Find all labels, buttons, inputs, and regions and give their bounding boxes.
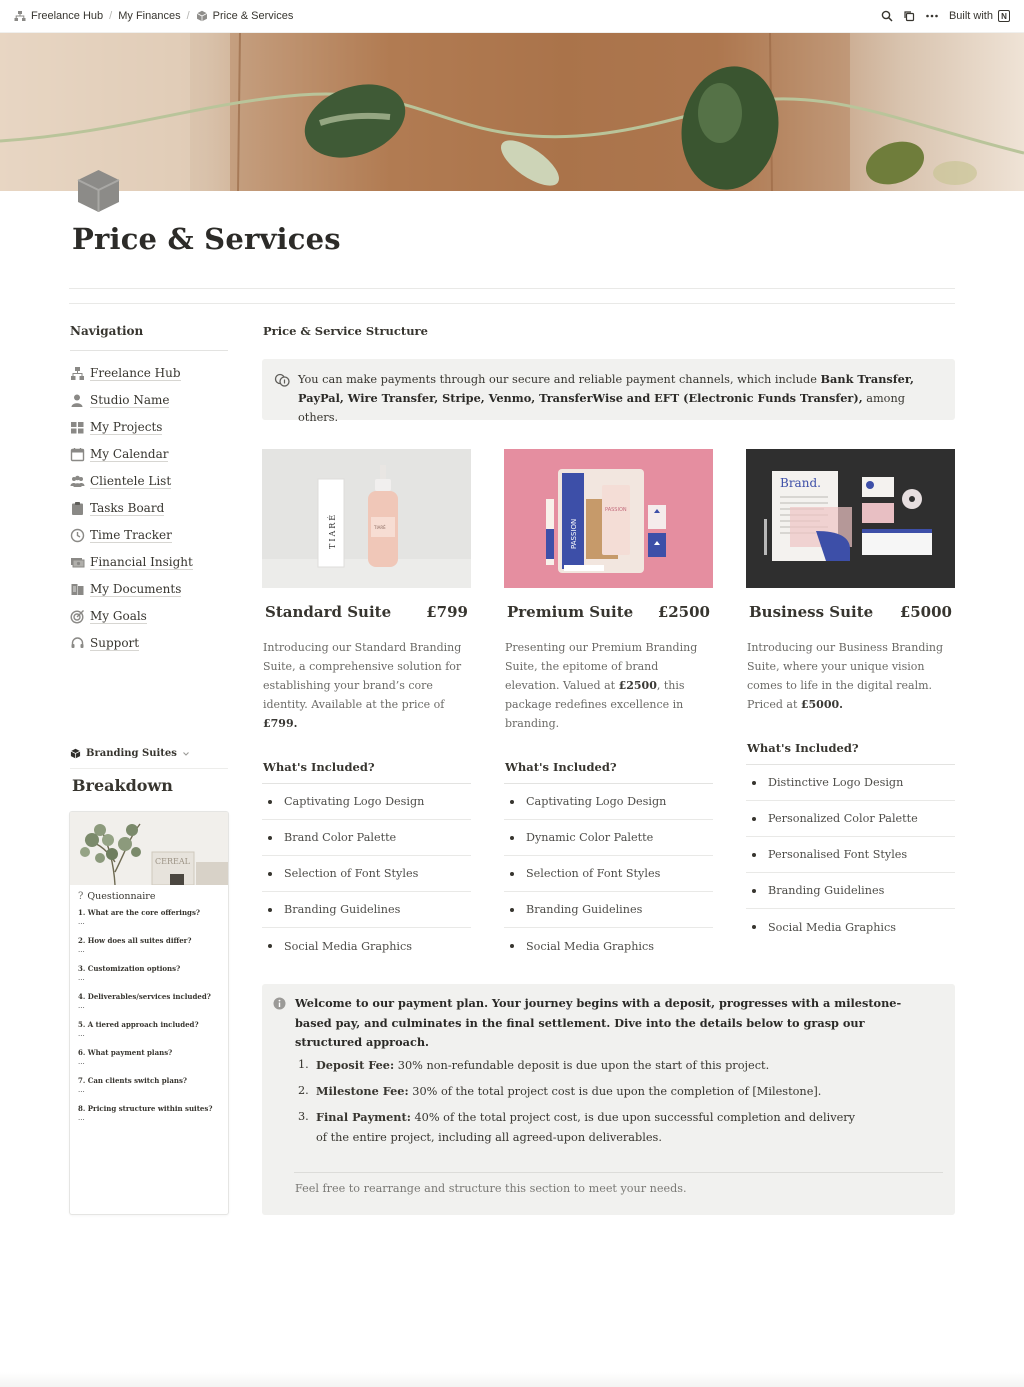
nav-item-time-tracker[interactable] bbox=[70, 522, 193, 549]
suite-name: Premium Suite bbox=[507, 603, 634, 621]
product-mockup-illustration bbox=[262, 449, 471, 588]
bullet-icon bbox=[510, 908, 514, 912]
suite-description-price: £5000. bbox=[800, 698, 843, 711]
included-list bbox=[504, 784, 713, 964]
list-item-label: Brand Color Palette bbox=[284, 831, 397, 844]
list-item bbox=[746, 837, 955, 873]
questionnaire-card[interactable] bbox=[69, 811, 229, 1215]
svg-text:TIARÉ: TIARÉ bbox=[328, 512, 337, 549]
suite-price: £799 bbox=[426, 603, 468, 621]
list-item-label: Distinctive Logo Design bbox=[768, 776, 904, 789]
payment-plan-callout bbox=[262, 984, 955, 1215]
list-item-label: Selection of Font Styles bbox=[284, 867, 419, 880]
payment-step bbox=[298, 1055, 858, 1076]
breadcrumb-label: Price & Services bbox=[212, 10, 294, 22]
list-item-label: Captivating Logo Design bbox=[526, 795, 667, 808]
user-icon bbox=[70, 393, 85, 408]
suite-description-tail: , this package redefines excellence in branding. bbox=[505, 679, 685, 730]
svg-text:Brand.: Brand. bbox=[780, 476, 821, 490]
question-item: 4. Deliverables/services included? bbox=[78, 992, 211, 1001]
suite-name: Standard Suite bbox=[265, 603, 392, 621]
divider bbox=[294, 1172, 943, 1173]
cover-image bbox=[0, 33, 1024, 191]
included-list bbox=[746, 765, 955, 945]
suite-description-price: £2500 bbox=[618, 679, 657, 692]
list-item bbox=[504, 856, 713, 892]
nav-item-label: My Goals bbox=[90, 609, 147, 623]
more-icon[interactable] bbox=[925, 10, 939, 22]
questionnaire-title-label: Questionnaire bbox=[87, 891, 156, 902]
suite-price: £5000 bbox=[899, 603, 952, 621]
nav-item-label: Financial Insight bbox=[90, 555, 193, 569]
step-text bbox=[316, 1081, 821, 1102]
suite-name: Business Suite bbox=[749, 603, 874, 621]
nav-item-label: My Projects bbox=[90, 420, 163, 434]
target-icon bbox=[70, 609, 85, 624]
nav-item-studio-name[interactable] bbox=[70, 387, 193, 414]
suite-card-business bbox=[746, 449, 955, 945]
suite-card-standard bbox=[262, 449, 471, 964]
bullet-icon bbox=[268, 800, 272, 804]
premium-suite-image[interactable] bbox=[504, 449, 713, 588]
payment-steps-list bbox=[298, 1055, 858, 1153]
svg-text:TIARÉ: TIARÉ bbox=[374, 525, 386, 530]
question-mark-icon: ? bbox=[78, 891, 84, 902]
payment-step bbox=[298, 1107, 858, 1148]
clock-icon bbox=[70, 528, 85, 543]
step-detail: 40% of the total project cost, is due upon successful completion and delivery of the entire project, including all agreed-upon deliverables. bbox=[316, 1111, 856, 1144]
divider bbox=[69, 288, 955, 289]
nav-item-clientele-list[interactable] bbox=[70, 468, 193, 495]
list-item bbox=[746, 909, 955, 945]
list-item-label: Social Media Graphics bbox=[284, 939, 412, 953]
bullet-icon bbox=[752, 853, 756, 857]
whats-included-heading: What's Included? bbox=[262, 760, 471, 784]
list-item bbox=[746, 873, 955, 909]
clipboard-icon bbox=[70, 501, 85, 516]
sitemap-icon bbox=[14, 10, 26, 22]
page-title: Price & Services bbox=[72, 222, 341, 256]
list-item bbox=[504, 784, 713, 820]
nav-item-financial-insight[interactable] bbox=[70, 549, 193, 576]
question-item: 5. A tiered approach included? bbox=[78, 1020, 199, 1029]
breadcrumb-item-my-finances[interactable] bbox=[118, 10, 180, 22]
navigation-list bbox=[70, 360, 193, 657]
question-item: 6. What payment plans? bbox=[78, 1048, 173, 1057]
nav-item-label: Studio Name bbox=[90, 393, 170, 407]
question-item: 8. Pricing structure within suites? bbox=[78, 1104, 213, 1113]
suite-description bbox=[262, 638, 471, 733]
list-item-label: Social Media Graphics bbox=[768, 920, 896, 934]
question-item: 3. Customization options? bbox=[78, 964, 181, 973]
eucalyptus-illustration bbox=[70, 812, 228, 885]
built-with-label: Built with bbox=[948, 10, 993, 22]
suite-description-text: Presenting our Premium Branding Suite, the epitome of brand elevation. Valued at bbox=[505, 641, 698, 692]
business-suite-image[interactable] bbox=[746, 449, 955, 588]
bullet-icon bbox=[268, 908, 272, 912]
step-label: Milestone Fee: bbox=[316, 1084, 409, 1098]
breadcrumb-label: My Finances bbox=[118, 10, 181, 22]
suite-header bbox=[262, 603, 471, 621]
navigation-heading: Navigation bbox=[70, 324, 144, 338]
step-detail: 30% of the total project cost is due upon the completion of [Milestone]. bbox=[408, 1085, 822, 1098]
search-icon[interactable] bbox=[881, 10, 893, 22]
nav-item-label: Time Tracker bbox=[90, 528, 172, 542]
question-placeholder: ... bbox=[78, 1002, 85, 1010]
bullet-icon bbox=[268, 944, 272, 948]
questionnaire-body bbox=[70, 885, 228, 1138]
bullet-icon bbox=[752, 925, 756, 929]
svg-text:PASSION: PASSION bbox=[605, 507, 627, 513]
breadcrumb-item-price-services[interactable] bbox=[196, 10, 294, 22]
breadcrumb-separator: / bbox=[109, 10, 113, 22]
list-item bbox=[262, 820, 471, 856]
payment-plan-intro: Welcome to our payment plan. Your journey begins with a deposit, progresses with a milestone-based pay, and culminates in the final settlement. Dive into the details below to grasp our structured approach. bbox=[295, 996, 902, 1049]
suite-header bbox=[504, 603, 713, 621]
list-item bbox=[504, 928, 713, 964]
payment-text-end: among others. bbox=[298, 392, 905, 424]
plant-cover-illustration bbox=[0, 33, 1024, 191]
nav-item-label: Freelance Hub bbox=[90, 366, 181, 380]
question-item: 7. Can clients switch plans? bbox=[78, 1076, 187, 1085]
nav-item-label: Support bbox=[90, 636, 140, 650]
coins-icon bbox=[274, 372, 290, 388]
suite-header bbox=[746, 603, 955, 621]
nav-item-label: My Calendar bbox=[90, 447, 169, 461]
branding-suites-label: Branding Suites bbox=[86, 748, 177, 759]
list-item bbox=[262, 856, 471, 892]
question-item: 1. What are the core offerings? bbox=[78, 908, 200, 917]
support-icon bbox=[70, 636, 85, 651]
divider bbox=[69, 303, 955, 304]
list-item bbox=[504, 892, 713, 928]
question-placeholder: ... bbox=[78, 918, 85, 926]
documents-icon bbox=[70, 582, 85, 597]
cube-icon bbox=[70, 748, 81, 759]
question-placeholder: ... bbox=[78, 946, 85, 954]
included-list bbox=[262, 784, 471, 964]
breadcrumb-label: Freelance Hub bbox=[31, 10, 104, 22]
suite-description-text: Introducing our Business Branding Suite, where your unique vision comes to life in the digital realm. Priced at bbox=[747, 641, 944, 711]
payment-methods-text bbox=[298, 370, 941, 424]
money-icon bbox=[70, 555, 85, 570]
whats-included-heading: What's Included? bbox=[746, 741, 955, 765]
chevron-down-icon bbox=[182, 750, 190, 758]
list-item bbox=[746, 801, 955, 837]
brand-mockup-illustration bbox=[504, 449, 713, 588]
payment-step bbox=[298, 1081, 858, 1102]
step-text bbox=[316, 1055, 769, 1076]
people-icon bbox=[70, 474, 85, 489]
bullet-icon bbox=[510, 800, 514, 804]
bullet-icon bbox=[268, 836, 272, 840]
bullet-icon bbox=[510, 944, 514, 948]
list-item bbox=[262, 892, 471, 928]
list-item-label: Personalised Font Styles bbox=[768, 848, 908, 861]
stationery-mockup-illustration bbox=[746, 449, 955, 588]
sitemap-icon bbox=[70, 366, 85, 381]
suite-card-premium bbox=[504, 449, 713, 964]
payment-methods-list: Bank Transfer, PayPal, Wire Transfer, Stripe, Venmo, TransferWise and EFT (Electronic Funds Transfer), bbox=[298, 372, 914, 405]
nav-item-support[interactable] bbox=[70, 630, 193, 657]
info-icon bbox=[273, 997, 286, 1010]
question-placeholder: ... bbox=[78, 974, 85, 982]
suite-description bbox=[504, 638, 713, 733]
nav-item-freelance-hub[interactable] bbox=[70, 360, 193, 387]
question-item: 2. How does all suites differ? bbox=[78, 936, 192, 945]
divider bbox=[70, 350, 228, 351]
page-bottom-edge bbox=[0, 1372, 1024, 1387]
payment-plan-footer: Feel free to rearrange and structure this section to meet your needs. bbox=[295, 1182, 687, 1195]
list-item-label: Branding Guidelines bbox=[768, 884, 885, 897]
step-detail: 30% non-refundable deposit is due upon the start of this project. bbox=[394, 1059, 770, 1072]
top-bar bbox=[0, 0, 1024, 33]
list-item-label: Selection of Font Styles bbox=[526, 867, 661, 880]
divider bbox=[70, 768, 228, 769]
breadcrumb-separator: / bbox=[186, 10, 190, 22]
bullet-icon bbox=[752, 817, 756, 821]
whats-included-heading: What's Included? bbox=[504, 760, 713, 784]
bullet-icon bbox=[752, 889, 756, 893]
grid-icon bbox=[70, 420, 85, 435]
questionnaire-title[interactable] bbox=[78, 891, 220, 902]
suite-price: £2500 bbox=[657, 603, 710, 621]
list-item-label: Captivating Logo Design bbox=[284, 795, 425, 808]
step-label: Deposit Fee: bbox=[316, 1058, 395, 1072]
suite-description bbox=[746, 638, 955, 714]
top-actions bbox=[881, 10, 1010, 22]
question-placeholder: ... bbox=[78, 1030, 85, 1038]
built-with-button[interactable] bbox=[949, 10, 1010, 22]
step-text bbox=[316, 1107, 858, 1148]
page-cube-icon bbox=[76, 168, 121, 213]
calendar-icon bbox=[70, 447, 85, 462]
question-placeholder: ... bbox=[78, 1058, 85, 1066]
nav-item-label: Clientele List bbox=[90, 474, 172, 488]
list-item bbox=[262, 928, 471, 964]
nav-item-my-goals[interactable] bbox=[70, 603, 193, 630]
svg-text:CEREAL: CEREAL bbox=[155, 857, 190, 866]
cube-icon bbox=[196, 10, 208, 22]
list-item-label: Branding Guidelines bbox=[526, 903, 643, 916]
standard-suite-image[interactable] bbox=[262, 449, 471, 588]
bullet-icon bbox=[752, 781, 756, 785]
breakdown-heading: Breakdown bbox=[72, 776, 173, 795]
step-number: 1. bbox=[298, 1058, 309, 1071]
payment-methods-callout bbox=[262, 359, 955, 424]
nav-item-label: Tasks Board bbox=[90, 501, 165, 515]
bullet-icon bbox=[510, 836, 514, 840]
list-item-label: Personalized Color Palette bbox=[768, 812, 918, 825]
step-number: 2. bbox=[298, 1084, 309, 1097]
list-item bbox=[504, 820, 713, 856]
list-item-label: Social Media Graphics bbox=[526, 939, 654, 953]
questionnaire-cover-image bbox=[70, 812, 228, 885]
svg-text:PASSION: PASSION bbox=[570, 518, 578, 549]
nav-item-my-projects[interactable] bbox=[70, 414, 193, 441]
bullet-icon bbox=[268, 872, 272, 876]
duplicate-icon[interactable] bbox=[903, 10, 915, 22]
nav-item-my-calendar[interactable] bbox=[70, 441, 193, 468]
breadcrumb bbox=[14, 10, 293, 22]
step-label: Final Payment: bbox=[316, 1110, 411, 1124]
list-item bbox=[746, 765, 955, 801]
suite-description-text: Introducing our Standard Branding Suite, a comprehensive solution for establishing your brand’s core identity. Available at the price of bbox=[263, 641, 462, 711]
suite-description-price: £799. bbox=[263, 717, 298, 730]
breadcrumb-item-freelance-hub[interactable] bbox=[14, 10, 103, 22]
step-number: 3. bbox=[298, 1110, 309, 1123]
nav-item-label: My Documents bbox=[90, 582, 182, 596]
list-item-label: Branding Guidelines bbox=[284, 903, 401, 916]
nav-item-my-documents[interactable] bbox=[70, 576, 193, 603]
question-placeholder: ... bbox=[78, 1114, 85, 1122]
notion-logo-icon: N bbox=[998, 10, 1010, 22]
payment-text-start: You can make payments through our secure and reliable payment channels, which include bbox=[298, 373, 821, 386]
bullet-icon bbox=[510, 872, 514, 876]
list-item-label: Dynamic Color Palette bbox=[526, 831, 654, 844]
branding-suites-toggle[interactable] bbox=[70, 748, 190, 759]
question-placeholder: ... bbox=[78, 1086, 85, 1094]
nav-item-tasks-board[interactable] bbox=[70, 495, 193, 522]
price-structure-heading: Price & Service Structure bbox=[263, 324, 428, 338]
list-item bbox=[262, 784, 471, 820]
